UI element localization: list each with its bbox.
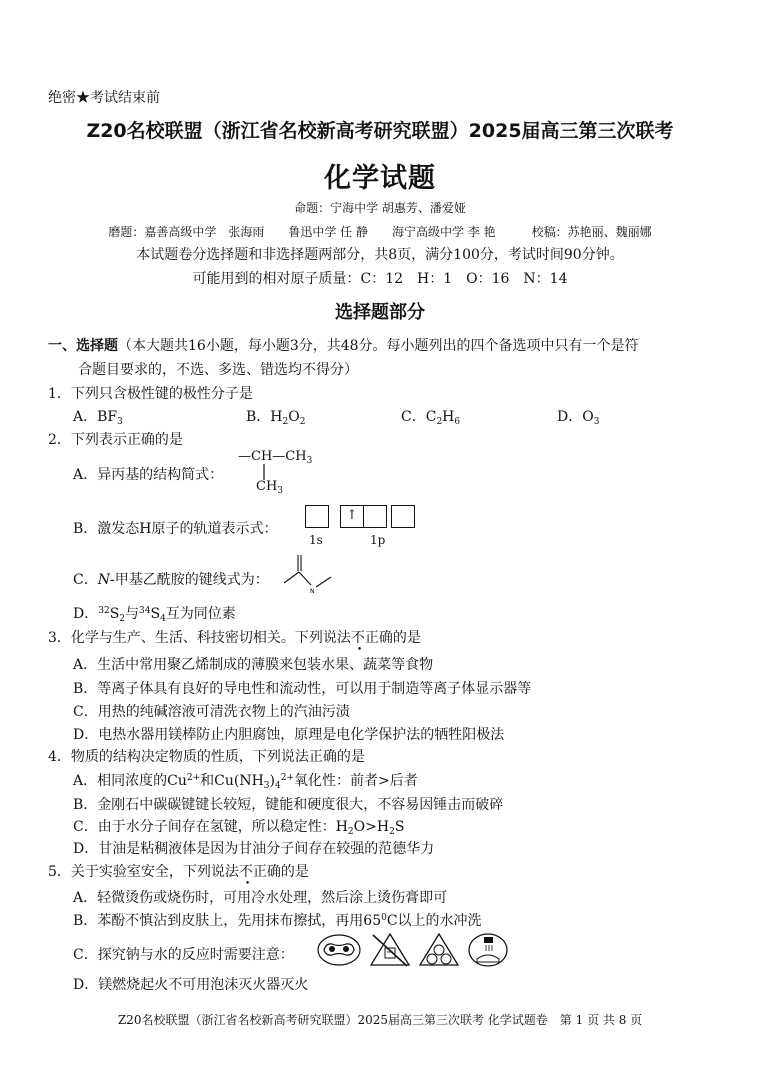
q4-stem: 4．物质的结构决定物质的性质，下列说法正确的是	[48, 749, 365, 765]
skeletal-n-atom: N	[310, 588, 315, 595]
q5-stem-b: 不	[238, 864, 253, 880]
q2-d-sup1: 32	[98, 606, 110, 616]
q2-option-b: B．激发态H原子的轨道表示式：	[73, 521, 278, 537]
q3-stem	[48, 627, 421, 655]
q2-a-top-text: —CH—CH	[238, 449, 307, 464]
q4-a-sup2: 2+	[280, 773, 294, 783]
q3-stem-a: 3．化学与生产、生活、科技密切相关。下列说法	[48, 630, 351, 646]
q2-d-prefix: D．	[73, 606, 99, 622]
goggles-icon	[316, 932, 362, 968]
q4-a-rest: 氧化性：前者>后者	[294, 773, 418, 789]
q2-d-rest: 互为同位素	[165, 606, 236, 622]
secret-label: 绝密★考试结束前	[48, 90, 160, 106]
q3-option-c: C．用热的纯碱溶液可清洗衣物上的汽油污渍	[73, 704, 350, 720]
q5-stem-c: 正确的是	[252, 864, 309, 880]
washing-hands-icon	[467, 932, 509, 968]
orbital-label-1p: 1p	[370, 533, 386, 547]
q4-a-sub2: 4	[274, 781, 281, 791]
q4-c-mid: O>H	[353, 819, 390, 835]
q3-stem-b: 不	[350, 630, 365, 646]
q2-d-s2: S	[150, 606, 161, 622]
emphasis-dot: •	[356, 645, 363, 655]
q2-a-struct-top	[238, 449, 312, 464]
q1-option-c	[401, 406, 460, 426]
q2-a-top-sub: 3	[306, 456, 313, 466]
q4-a-mid2: )	[269, 773, 275, 789]
q1-stem: 1．下列只含极性键的极性分子是	[48, 386, 253, 402]
q4-a-mid: 和Cu(NH	[200, 773, 264, 789]
q5-stem	[48, 861, 309, 889]
subject-title: 化学试题	[324, 163, 436, 194]
q2-option-c	[73, 569, 269, 589]
orbital-box-1s	[305, 505, 329, 528]
authors-line: 命题：宁海中学 胡惠芳、潘爱娅	[294, 201, 466, 215]
q1-option-a	[73, 406, 123, 426]
q5-stem-emph	[238, 864, 253, 889]
q2-a-bottom-sub: 3	[277, 486, 284, 496]
q2-stem: 2．下列表示正确的是	[48, 432, 183, 448]
q5-stem-a: 5．关于实验室安全，下列说法	[48, 864, 239, 880]
orbital-label-1s: 1s	[309, 533, 323, 547]
skeletal-formula	[282, 552, 334, 598]
part1-desc-1: （本大题共16小题，每小题3分，共48分。每小题列出的四个备选项中只有一个是符	[118, 338, 639, 354]
q2-a-bond-line	[262, 464, 266, 480]
q2-d-sup2: 34	[139, 606, 151, 616]
heating-warning-icon	[418, 932, 460, 968]
q2-d-sub1: 2	[119, 614, 126, 624]
q4-a-pre: A．相同浓度的Cu	[73, 773, 187, 789]
q3-option-d: D．电热水器用镁棒防止内胆腐蚀，原理是电化学保护法的牺牲阳极法	[73, 727, 505, 743]
q4-option-d: D．甘油是粘稠液体是因为甘油分子间存在较强的范德华力	[73, 841, 435, 857]
q2-a-bottom-text: CH	[256, 479, 278, 494]
q2-d-mid: 与	[125, 606, 140, 622]
q5-b-pre: B．苯酚不慎沾到皮肤上，先用抹布擦拭，再用65	[73, 913, 382, 929]
part1-heading: 一、选择题	[48, 338, 118, 354]
q1-b-text: B．H	[246, 409, 283, 425]
q1-c-mid: H	[442, 409, 455, 425]
q5-option-b	[73, 910, 482, 930]
q1-a-text: A．BF	[73, 409, 118, 425]
q4-c-sub1: 2	[347, 827, 354, 837]
q3-stem-c: 正确的是	[364, 630, 421, 646]
q2-option-a: A．异丙基的结构简式：	[73, 467, 224, 483]
q1-d-text: D．O	[557, 409, 594, 425]
q2-c-rest: -甲基乙酰胺的键线式为：	[109, 572, 269, 588]
q5-option-c: C．探究钠与水的反应时需要注意：	[73, 947, 294, 963]
q4-c-pre: C．由于水分子间存在氢键，所以稳定性：H	[73, 819, 348, 835]
q1-option-d	[557, 406, 599, 426]
q2-d-s1: S	[109, 606, 120, 622]
q5-option-a: A．轻微烫伤或烧伤时，可用冷水处理，然后涂上烫伤膏即可	[73, 890, 448, 906]
q2-c-italic: N	[97, 572, 110, 588]
q1-b-mid: O	[288, 409, 300, 425]
q1-b-sub1: 2	[282, 417, 289, 427]
q4-c-sub2: 2	[389, 827, 395, 837]
section-title: 选择题部分	[335, 302, 425, 323]
q1-option-b	[246, 406, 305, 426]
q4-a-sub: 3	[263, 781, 270, 791]
q1-a-sub: 3	[117, 417, 123, 427]
exam-title: Z20名校联盟（浙江省名校新高考研究联盟）2025届高三第三次联考	[86, 120, 674, 142]
q1-b-sub2: 2	[299, 417, 306, 427]
orbital-box-1p-2	[363, 505, 387, 528]
q1-d-sub: 3	[593, 417, 600, 427]
page-footer: Z20名校联盟（浙江省名校新高考研究联盟）2025届高三第三次联考 化学试题卷 第 1 页 共 8 页	[117, 1013, 643, 1027]
part1-header	[48, 335, 639, 355]
q5-option-d: D．镁燃烧起火不可用泡沫灭火器灭火	[73, 977, 309, 993]
q2-c-prefix: C．	[73, 572, 98, 588]
exam-info: 本试题卷分选择题和非选择题两部分，共8页，满分100分，考试时间90分钟。	[136, 247, 624, 263]
q5-b-sup: 0	[381, 913, 387, 923]
q4-a-sup1: 2+	[186, 773, 201, 783]
atomic-mass-line: 可能用到的相对原子质量：C：12 H：1 O：16 N：14	[192, 271, 568, 287]
reviewers-line: 磨题：嘉善高级中学 张海雨 鲁迅中学 任 静 海宁高级中学 李 艳 校稿：苏艳丽、魏丽娜	[108, 225, 652, 239]
q4-option-a	[73, 770, 418, 790]
q1-c-text: C．C	[401, 409, 437, 425]
q4-option-c	[73, 816, 404, 836]
q2-d-sub2: 4	[160, 614, 166, 624]
q4-c-rest: S	[394, 819, 405, 835]
q4-option-b: B．金刚石中碳碳键键长较短，键能和硬度很大，不容易因锤击而破碎	[73, 797, 504, 813]
orbital-box-1p-3	[391, 505, 415, 528]
orbital-box-1p-1	[340, 505, 364, 528]
q2-a-struct-bottom	[256, 479, 283, 494]
q2-option-d	[73, 603, 236, 623]
emphasis-dot: •	[244, 879, 251, 889]
q1-c-sub1: 2	[436, 417, 443, 427]
orbital-arrow-up: ↑	[346, 508, 358, 523]
q3-option-a: A．生活中常用聚乙烯制成的薄膜来包装水果、蔬菜等食物	[73, 657, 434, 673]
q3-option-b: B．等离子体具有良好的导电性和流动性，可以用于制造等离子体显示器等	[73, 681, 532, 697]
q3-stem-emph	[350, 630, 365, 655]
q1-c-sub2: 6	[454, 417, 461, 427]
q5-b-rest: C以上的水冲洗	[386, 913, 482, 929]
no-direct-contact-icon	[369, 932, 411, 968]
part1-desc-2: 合题目要求的，不选、多选、错选均不得分）	[78, 362, 358, 378]
